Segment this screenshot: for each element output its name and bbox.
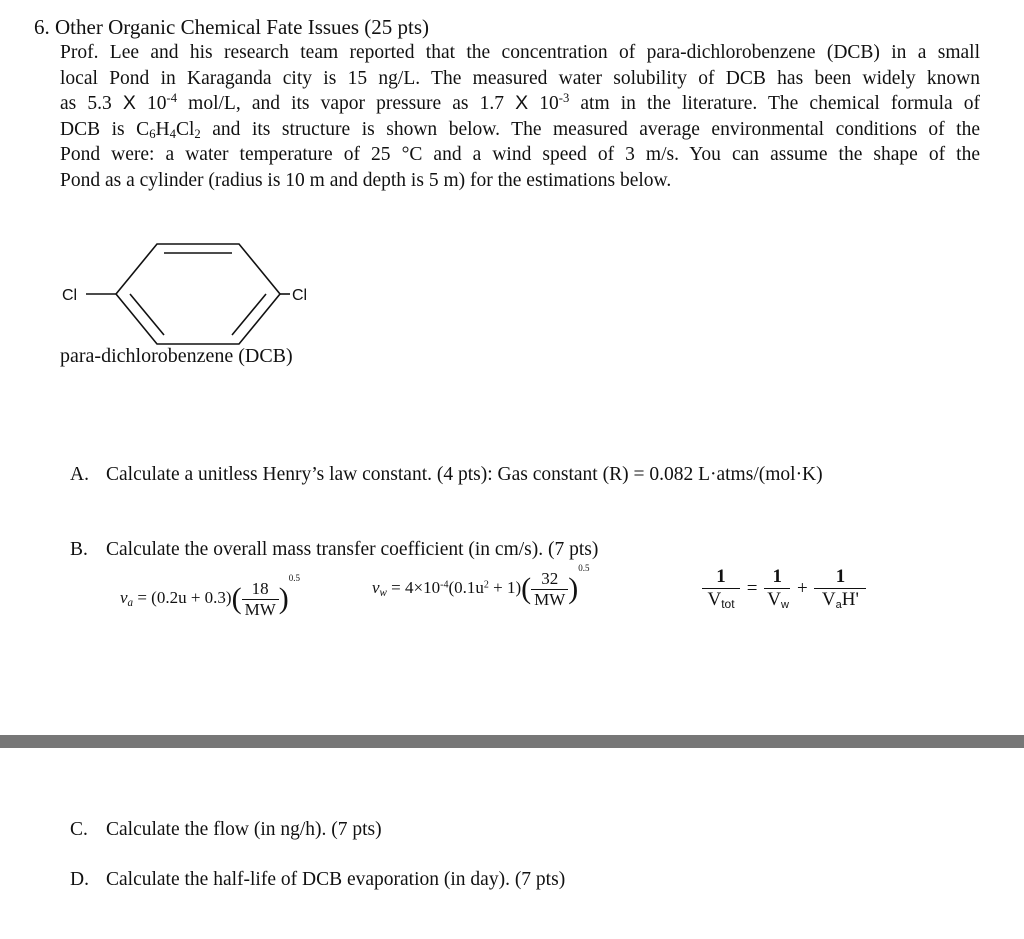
problem-heading: 6. Other Organic Chemical Fate Issues (25 pts): [34, 15, 430, 39]
fraction-denominator: MW: [244, 599, 276, 619]
fraction-denominator: [764, 589, 790, 611]
text-run: and its structure is shown below. The measured average environmental conditions of the: [200, 118, 981, 140]
section-divider: [0, 735, 1024, 748]
fraction-denominator: [702, 589, 740, 611]
text-run: 10: [528, 93, 559, 114]
times-sign: X: [515, 92, 529, 114]
text-run: atm in the literature. The chemical formula of: [569, 93, 981, 114]
question-letter: B.: [70, 539, 88, 560]
exponent: -4: [166, 91, 178, 106]
eq-fraction: [242, 579, 279, 620]
subscript: 4: [169, 126, 176, 141]
double-bond-lower-left: [130, 294, 164, 335]
eq-fraction: [702, 566, 740, 611]
eq-symbol: v: [372, 578, 380, 597]
double-bond-lower-right: [232, 294, 266, 335]
eq-exponent: 0.5: [578, 563, 590, 573]
benzene-ring: [116, 244, 280, 344]
eq-subscript: w: [780, 598, 789, 611]
question-b: [70, 539, 598, 561]
question-a: [70, 464, 823, 486]
eq-term: (0.1u: [448, 578, 484, 597]
eq-term: = 4×10: [386, 578, 441, 597]
double-bond-right: [235, 279, 270, 294]
question-letter: D.: [70, 869, 89, 890]
question-text: Calculate the half-life of DCB evaporation (in day). (7 pts): [106, 869, 566, 890]
eq-fraction: [531, 569, 568, 610]
eq-symbol: H': [841, 589, 859, 610]
eq-subscript: a: [835, 598, 842, 611]
eq-symbol: V: [821, 589, 836, 610]
fraction-denominator: MW: [534, 589, 566, 609]
eq-term: = (0.2u + 0.3): [133, 588, 232, 607]
question-d: [70, 869, 565, 891]
eq-subscript: w: [379, 586, 387, 599]
question-text: Calculate the overall mass transfer coefficient (in cm/s). (7 pts): [106, 539, 599, 560]
eq-fraction: [814, 566, 866, 611]
fraction-numerator: 18: [242, 579, 279, 600]
text-run: Cl: [175, 118, 195, 140]
fraction-numerator: 1: [764, 566, 790, 589]
fraction-numerator: 1: [702, 566, 740, 589]
text-run: 10: [135, 93, 167, 114]
plus-sign: +: [796, 577, 808, 599]
chlorine-label-left: Cl: [62, 287, 78, 304]
paren-close: ): [278, 582, 289, 616]
equation-air-velocity: [120, 573, 300, 620]
fraction-denominator: [814, 589, 866, 611]
problem-line-5: Pond were: a water temperature of 25 °C and a wind speed of 3 m/s. You can assume the shape of the: [60, 144, 980, 165]
eq-symbol: V: [707, 589, 722, 610]
equation-overall-coefficient: [702, 566, 866, 611]
problem-line-6: Pond as a cylinder (radius is 10 m and depth is 5 m) for the estimations below.: [60, 169, 672, 191]
eq-exponent: 0.5: [288, 573, 300, 583]
structure-caption: para-dichlorobenzene (DCB): [60, 345, 293, 367]
paren-close: ): [568, 572, 579, 606]
problem-line-2: local Pond in Karaganda city is 15 ng/L. The measured water solubility of DCB has been widely known: [60, 67, 980, 89]
chlorine-label-right: Cl: [292, 287, 308, 304]
eq-subscript: tot: [721, 597, 735, 611]
text-run: H: [155, 118, 170, 140]
question-c: [70, 819, 382, 841]
question-text: Calculate a unitless Henry’s law constant. (4 pts): Gas constant (R) = 0.082 L·atms/(mol·K): [106, 464, 823, 485]
question-letter: C.: [70, 819, 88, 840]
fraction-numerator: 1: [814, 566, 866, 589]
eq-subscript: a: [127, 596, 134, 609]
subscript: 6: [149, 126, 156, 141]
text-run: DCB is C: [60, 118, 150, 140]
eq-term: + 1): [488, 578, 522, 597]
eq-exponent: 2: [483, 579, 489, 591]
paren-open: (: [231, 582, 242, 616]
question-text: Calculate the flow (in ng/h). (7 pts): [106, 819, 382, 840]
dcb-structure-diagram: [0, 0, 1024, 360]
problem-line-1: Prof. Lee and his research team reported that the concentration of para-dichlorobenzene (DCB) in a small: [60, 42, 980, 63]
equals-sign: =: [746, 577, 758, 599]
eq-symbol: V: [767, 589, 781, 610]
eq-exponent: -4: [440, 579, 449, 591]
text-run: mol/L, and its vapor pressure as 1.7: [177, 93, 516, 114]
eq-fraction: [764, 566, 790, 611]
equation-water-velocity: [372, 563, 590, 610]
times-sign: X: [122, 92, 136, 114]
exponent: -3: [558, 91, 570, 106]
text-run: as 5.3: [60, 93, 123, 114]
subscript: 2: [194, 126, 201, 141]
question-letter: A.: [70, 464, 89, 485]
paren-open: (: [521, 572, 532, 606]
fraction-numerator: 32: [531, 569, 568, 590]
eq-symbol: v: [120, 588, 128, 607]
